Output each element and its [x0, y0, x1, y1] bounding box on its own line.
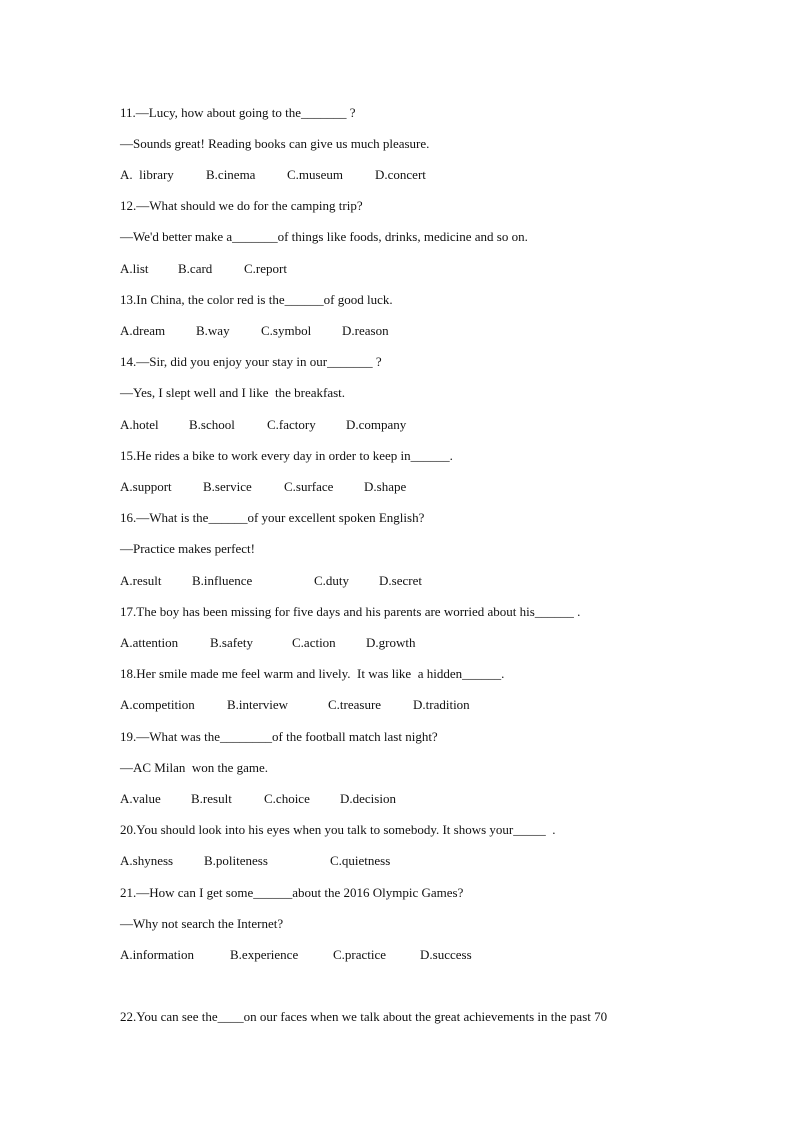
option-a: A.dream	[120, 323, 166, 338]
question-22-stem: 22.You can see the____on our faces when we talk about the great achievements in the past 70	[120, 1009, 608, 1024]
question-18-stem: 18.Her smile made me feel warm and lively. It was like a hidden______.	[120, 666, 505, 681]
option-c: C.treasure	[328, 697, 382, 712]
option-c: C.action	[292, 635, 336, 650]
option-b: B.service	[203, 479, 252, 494]
question-21-stem: 21.—How can I get some______about the 2016 Olympic Games?	[120, 885, 464, 900]
option-b: B.school	[189, 417, 235, 432]
question-16-stem: 16.—What is the______of your excellent spoken English?	[120, 510, 425, 525]
option-d: D.growth	[366, 635, 416, 650]
option-b: B.influence	[192, 573, 253, 588]
question-12-reply: —We'd better make a_______of things like foods, drinks, medicine and so on.	[120, 229, 528, 244]
option-c: C.factory	[267, 417, 316, 432]
option-a: A.hotel	[120, 417, 159, 432]
option-d: D.decision	[340, 791, 396, 806]
option-b: B.experience	[230, 947, 299, 962]
option-d: D.success	[420, 947, 472, 962]
option-a: A. library	[120, 167, 174, 182]
option-b: B.cinema	[206, 167, 256, 182]
option-d: D.tradition	[413, 697, 470, 712]
option-c: C.symbol	[261, 323, 312, 338]
question-14-reply: —Yes, I slept well and I like the breakfast.	[120, 385, 346, 400]
question-13-stem: 13.In China, the color red is the______of good luck.	[120, 292, 393, 307]
option-a: A.attention	[120, 635, 179, 650]
question-19-reply: —AC Milan won the game.	[120, 760, 269, 775]
option-a: A.result	[120, 573, 162, 588]
option-b: B.way	[196, 323, 230, 338]
option-b: B.interview	[227, 697, 289, 712]
question-17-stem: 17.The boy has been missing for five days and his parents are worried about his______ .	[120, 604, 581, 619]
option-c: C.museum	[287, 167, 343, 182]
option-d: D.company	[346, 417, 407, 432]
option-c: C.quietness	[330, 853, 391, 868]
option-a: A.information	[120, 947, 195, 962]
option-d: D.concert	[375, 167, 426, 182]
option-d: D.reason	[342, 323, 389, 338]
option-d: D.shape	[364, 479, 407, 494]
option-b: B.safety	[210, 635, 253, 650]
option-b: B.card	[178, 261, 213, 276]
question-11-reply: —Sounds great! Reading books can give us much pleasure.	[120, 136, 430, 151]
question-11-stem: 11.—Lucy, how about going to the_______ ?	[120, 105, 356, 120]
question-20-stem: 20.You should look into his eyes when you talk to somebody. It shows your_____ .	[120, 822, 556, 837]
option-a: A.value	[120, 791, 161, 806]
option-c: C.surface	[284, 479, 334, 494]
question-12-stem: 12.—What should we do for the camping trip?	[120, 198, 363, 213]
option-c: C.duty	[314, 573, 350, 588]
option-c: C.practice	[333, 947, 387, 962]
option-a: A.shyness	[120, 853, 174, 868]
option-b: B.politeness	[204, 853, 268, 868]
option-d: D.secret	[379, 573, 422, 588]
option-a: A.competition	[120, 697, 195, 712]
option-b: B.result	[191, 791, 232, 806]
option-c: C.report	[244, 261, 287, 276]
question-16-reply: —Practice makes perfect!	[120, 541, 255, 556]
option-c: C.choice	[264, 791, 310, 806]
question-15-stem: 15.He rides a bike to work every day in order to keep in______.	[120, 448, 453, 463]
question-21-reply: —Why not search the Internet?	[120, 916, 284, 931]
option-a: A.list	[120, 261, 149, 276]
option-a: A.support	[120, 479, 172, 494]
question-14-stem: 14.—Sir, did you enjoy your stay in our_______ ?	[120, 354, 382, 369]
question-19-stem: 19.—What was the________of the football match last night?	[120, 729, 438, 744]
